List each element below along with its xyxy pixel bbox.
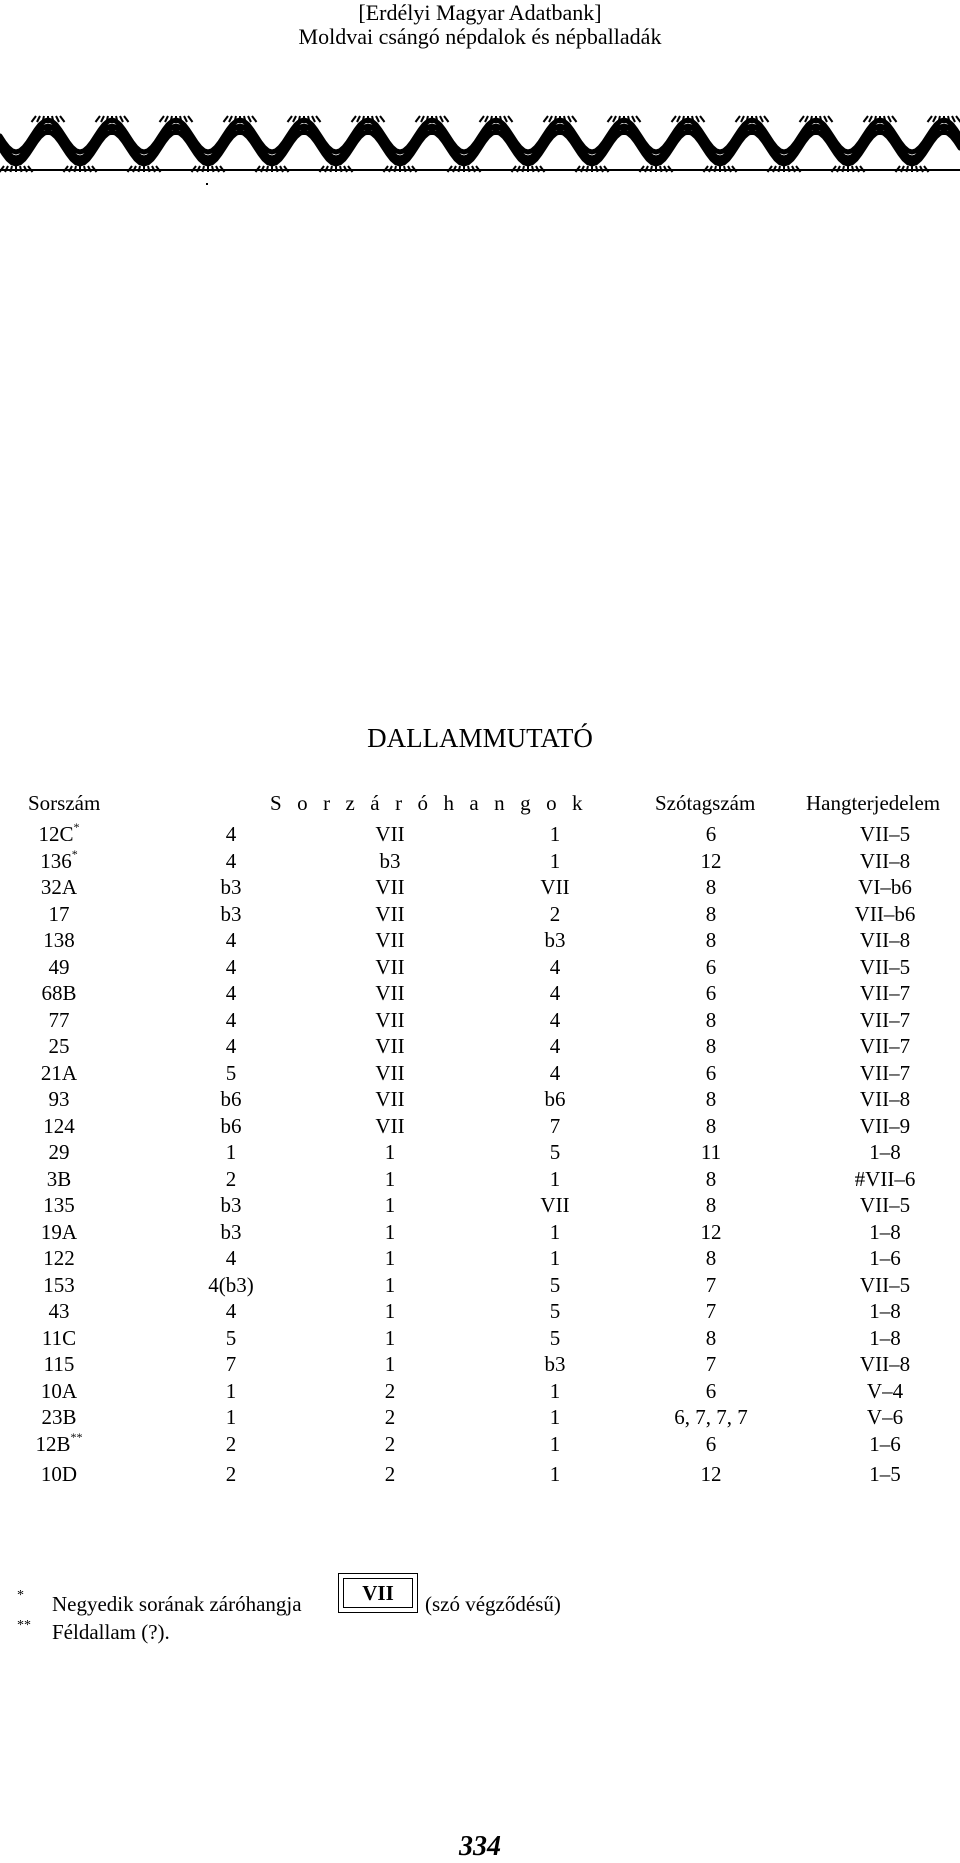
row-zaro-2: VII <box>375 1113 405 1138</box>
table-row <box>0 1007 960 1033</box>
row-sorszam: 93 <box>48 1087 70 1111</box>
stray-dot <box>206 183 208 185</box>
row-zaro-3: 1 <box>549 1405 561 1429</box>
row-sorszam: 43 <box>48 1299 70 1323</box>
row-szotagszam: 8 <box>705 1113 717 1138</box>
row-zaro-1: 2 <box>225 1166 237 1191</box>
row-sorszam: 12B** <box>35 1429 83 1456</box>
row-sorszam: 122 <box>43 1246 75 1270</box>
table-row <box>0 1113 960 1139</box>
row-hangterjedelem: 1–5 <box>869 1461 901 1486</box>
row-zaro-2: 2 <box>384 1405 396 1429</box>
footnote-1-suffix: (szó végződésű) <box>425 1592 561 1616</box>
row-hangterjedelem: 1–8 <box>869 1325 901 1350</box>
row-szotagszam: 6, 7, 7, 7 <box>674 1405 748 1429</box>
page-title: DALLAMMUTATÓ <box>367 723 593 753</box>
row-sorszam: 17 <box>48 901 70 926</box>
table-row <box>0 901 960 927</box>
row-zaro-1: 5 <box>225 1325 237 1350</box>
row-zaro-2: VII <box>375 981 405 1005</box>
row-zaro-3: 1 <box>549 1378 561 1403</box>
row-zaro-1: 1 <box>225 1405 237 1429</box>
row-szotagszam: 8 <box>705 1087 717 1111</box>
row-zaro-1: b3 <box>220 1193 242 1217</box>
footnote-2-marker: ** <box>17 1618 31 1633</box>
row-sorszam: 77 <box>48 1007 70 1032</box>
row-zaro-1: 5 <box>225 1060 237 1085</box>
row-zaro-3: b3 <box>544 1352 566 1376</box>
table-row <box>0 1431 960 1457</box>
row-zaro-1: 1 <box>225 1140 237 1164</box>
row-zaro-3: b3 <box>544 928 566 952</box>
row-hangterjedelem: VII–7 <box>859 1060 911 1085</box>
row-szotagszam: 6 <box>705 1431 717 1456</box>
row-szotagszam: 6 <box>705 981 717 1005</box>
row-zaro-1: b3 <box>220 1219 242 1244</box>
table-row <box>0 1086 960 1112</box>
row-zaro-1: b3 <box>220 901 242 926</box>
row-szotagszam: 6 <box>705 822 717 846</box>
row-sorszam: 25 <box>48 1034 70 1058</box>
row-hangterjedelem: 1–6 <box>869 1431 901 1456</box>
row-zaro-3: VII <box>540 875 570 899</box>
row-hangterjedelem: VII–8 <box>859 1087 911 1111</box>
header-book-title: Moldvai csángó népdalok és népballadák <box>298 24 662 49</box>
row-hangterjedelem: V–4 <box>866 1378 904 1403</box>
table-row <box>0 1351 960 1377</box>
row-hangterjedelem: VII–8 <box>859 848 911 873</box>
row-hangterjedelem: VII–9 <box>859 1113 911 1138</box>
row-hangterjedelem: VII–8 <box>859 928 911 952</box>
row-hangterjedelem: 1–8 <box>869 1219 901 1244</box>
row-zaro-3: 5 <box>549 1140 561 1164</box>
row-sorszam: 135 <box>43 1193 75 1217</box>
footnote-1-boxed-note <box>338 1573 418 1613</box>
row-sorszam: 32A <box>40 875 78 899</box>
row-zaro-2: 1 <box>384 1140 396 1164</box>
footnote-1-text: Negyedik sorának záróhangja <box>52 1592 302 1616</box>
row-zaro-3: 1 <box>549 1461 561 1486</box>
row-zaro-1: 4 <box>225 1246 237 1270</box>
row-sorszam: 68B <box>41 981 77 1005</box>
row-zaro-2: 1 <box>384 1299 396 1323</box>
table-row <box>0 1192 960 1218</box>
footnote-reference: ** <box>70 1429 83 1444</box>
row-zaro-2: 1 <box>384 1193 396 1217</box>
row-zaro-3: 1 <box>549 1219 561 1244</box>
row-hangterjedelem: VII–5 <box>859 954 911 979</box>
row-zaro-3: 1 <box>549 1166 561 1191</box>
row-szotagszam: 8 <box>705 1034 717 1058</box>
row-zaro-1: b6 <box>220 1087 242 1111</box>
row-zaro-2: VII <box>375 822 405 846</box>
row-zaro-3: 4 <box>549 1034 561 1058</box>
row-zaro-1: 4 <box>225 954 237 979</box>
row-hangterjedelem: VII–b6 <box>854 901 916 926</box>
row-hangterjedelem: #VII–6 <box>854 1166 916 1191</box>
table-row <box>0 980 960 1006</box>
footnote-reference: * <box>73 820 80 834</box>
row-zaro-1: 4 <box>225 1299 237 1323</box>
row-sorszam: 10D <box>40 1461 78 1486</box>
row-sorszam: 19A <box>40 1219 78 1244</box>
row-zaro-1: 7 <box>225 1352 237 1376</box>
row-szotagszam: 12 <box>700 1219 722 1244</box>
table-row <box>0 848 960 874</box>
row-szotagszam: 8 <box>705 1246 717 1270</box>
row-sorszam: 3B <box>46 1166 72 1191</box>
row-szotagszam: 12 <box>700 1461 722 1486</box>
row-zaro-2: VII <box>375 1087 405 1111</box>
row-zaro-3: 5 <box>549 1299 561 1323</box>
row-sorszam: 10A <box>40 1378 78 1403</box>
row-szotagszam: 6 <box>705 1060 717 1085</box>
row-sorszam: 49 <box>48 954 70 979</box>
footnote-1-box-label: VII <box>343 1578 413 1608</box>
row-hangterjedelem: VII–5 <box>859 822 911 846</box>
table-row <box>0 821 960 847</box>
row-zaro-1: b3 <box>220 875 242 899</box>
row-zaro-3: 1 <box>549 848 561 873</box>
column-header-szotagszam: Szótagszám <box>655 791 756 815</box>
row-zaro-3: 4 <box>549 954 561 979</box>
row-sorszam: 12C* <box>38 820 80 846</box>
row-zaro-2: VII <box>375 1060 405 1085</box>
row-szotagszam: 8 <box>705 875 717 899</box>
header-source: [Erdélyi Magyar Adatbank] <box>358 0 602 25</box>
row-zaro-2: VII <box>375 901 405 926</box>
row-szotagszam: 8 <box>705 928 717 952</box>
row-zaro-1: 4 <box>225 928 237 952</box>
table-row <box>0 927 960 953</box>
table-row <box>0 1461 960 1487</box>
row-zaro-3: 7 <box>549 1113 561 1138</box>
row-zaro-2: 1 <box>384 1272 396 1297</box>
row-hangterjedelem: VII–5 <box>859 1272 911 1297</box>
row-zaro-1: 1 <box>225 1378 237 1403</box>
row-sorszam: 11C <box>41 1325 77 1350</box>
row-sorszam: 124 <box>43 1113 75 1138</box>
row-szotagszam: 7 <box>705 1299 717 1323</box>
table-row <box>0 874 960 900</box>
row-zaro-3: 2 <box>549 901 561 926</box>
row-szotagszam: 7 <box>705 1352 717 1376</box>
row-zaro-1: 4 <box>225 848 237 873</box>
row-zaro-3: 5 <box>549 1272 561 1297</box>
row-sorszam: 23B <box>41 1405 77 1429</box>
table-row <box>0 1166 960 1192</box>
row-hangterjedelem: 1–8 <box>869 1299 901 1323</box>
row-zaro-2: 1 <box>384 1219 396 1244</box>
row-zaro-3: VII <box>540 1193 570 1217</box>
row-sorszam: 29 <box>48 1140 70 1164</box>
row-sorszam: 153 <box>43 1272 75 1297</box>
row-hangterjedelem: 1–6 <box>869 1246 901 1270</box>
wave-ornament-border <box>0 110 960 185</box>
row-zaro-2: 1 <box>384 1166 396 1191</box>
row-szotagszam: 12 <box>700 848 722 873</box>
row-szotagszam: 8 <box>705 1325 717 1350</box>
table-row <box>0 1060 960 1086</box>
row-zaro-1: 4 <box>225 1007 237 1032</box>
row-zaro-2: VII <box>375 875 405 899</box>
row-zaro-1: 2 <box>225 1431 237 1456</box>
row-zaro-2: VII <box>375 954 405 979</box>
row-sorszam: 21A <box>40 1060 78 1085</box>
row-zaro-2: 1 <box>384 1325 396 1350</box>
row-zaro-2: 2 <box>384 1378 396 1403</box>
column-header-sorszam: Sorszám <box>28 791 101 815</box>
row-zaro-3: 1 <box>549 1246 561 1270</box>
row-zaro-3: b6 <box>544 1087 566 1111</box>
row-hangterjedelem: VII–7 <box>859 981 911 1005</box>
row-hangterjedelem: V–6 <box>866 1405 904 1429</box>
table-row <box>0 1325 960 1351</box>
row-szotagszam: 8 <box>705 1007 717 1032</box>
table-row <box>0 1245 960 1271</box>
row-sorszam: 136* <box>40 846 78 873</box>
page-number: 334 <box>459 1831 501 1862</box>
row-zaro-1: 4(b3) <box>208 1272 254 1297</box>
row-szotagszam: 6 <box>705 1378 717 1403</box>
row-zaro-1: b6 <box>220 1113 242 1138</box>
row-zaro-2: VII <box>375 1034 405 1058</box>
table-row <box>0 1298 960 1324</box>
table-row <box>0 954 960 980</box>
row-zaro-2: 2 <box>384 1431 396 1456</box>
row-hangterjedelem: VII–5 <box>859 1193 911 1217</box>
row-szotagszam: 7 <box>705 1272 717 1297</box>
row-hangterjedelem: VII–8 <box>859 1352 911 1376</box>
row-hangterjedelem: VII–7 <box>859 1034 911 1058</box>
row-hangterjedelem: VI–b6 <box>858 875 912 899</box>
table-row <box>0 1033 960 1059</box>
row-zaro-3: 4 <box>549 1060 561 1085</box>
row-zaro-1: 4 <box>225 981 237 1005</box>
row-szotagszam: 6 <box>705 954 717 979</box>
table-row <box>0 1272 960 1298</box>
row-zaro-1: 4 <box>225 1034 237 1058</box>
row-zaro-2: 1 <box>384 1246 396 1270</box>
table-row <box>0 1378 960 1404</box>
row-zaro-3: 1 <box>549 1431 561 1456</box>
footnote-reference: * <box>71 846 78 861</box>
row-zaro-1: 4 <box>225 822 237 846</box>
row-sorszam: 138 <box>43 928 75 952</box>
row-szotagszam: 8 <box>705 901 717 926</box>
column-header-hangterjedelem: Hangterjedelem <box>806 791 941 815</box>
footnote-1-marker: * <box>17 1588 24 1603</box>
footnote-2-text: Féldallam (?). <box>52 1620 170 1644</box>
row-zaro-2: b3 <box>379 848 401 873</box>
row-zaro-2: VII <box>375 928 405 952</box>
row-szotagszam: 8 <box>705 1193 717 1217</box>
row-zaro-1: 2 <box>225 1461 237 1486</box>
table-row <box>0 1219 960 1245</box>
column-header-sorzarohangok: S o r z á r ó h a n g o k <box>270 791 588 815</box>
row-szotagszam: 8 <box>705 1166 717 1191</box>
table-row <box>0 1139 960 1165</box>
row-zaro-2: 2 <box>384 1461 396 1486</box>
row-zaro-3: 4 <box>549 1007 561 1032</box>
row-szotagszam: 11 <box>700 1140 722 1164</box>
row-zaro-3: 4 <box>549 981 561 1005</box>
row-hangterjedelem: 1–8 <box>869 1140 901 1164</box>
row-sorszam: 115 <box>43 1352 75 1376</box>
row-zaro-3: 1 <box>549 822 561 846</box>
table-row <box>0 1404 960 1430</box>
row-zaro-2: VII <box>375 1007 405 1032</box>
row-hangterjedelem: VII–7 <box>859 1007 911 1032</box>
row-zaro-3: 5 <box>549 1325 561 1350</box>
row-zaro-2: 1 <box>384 1352 396 1376</box>
